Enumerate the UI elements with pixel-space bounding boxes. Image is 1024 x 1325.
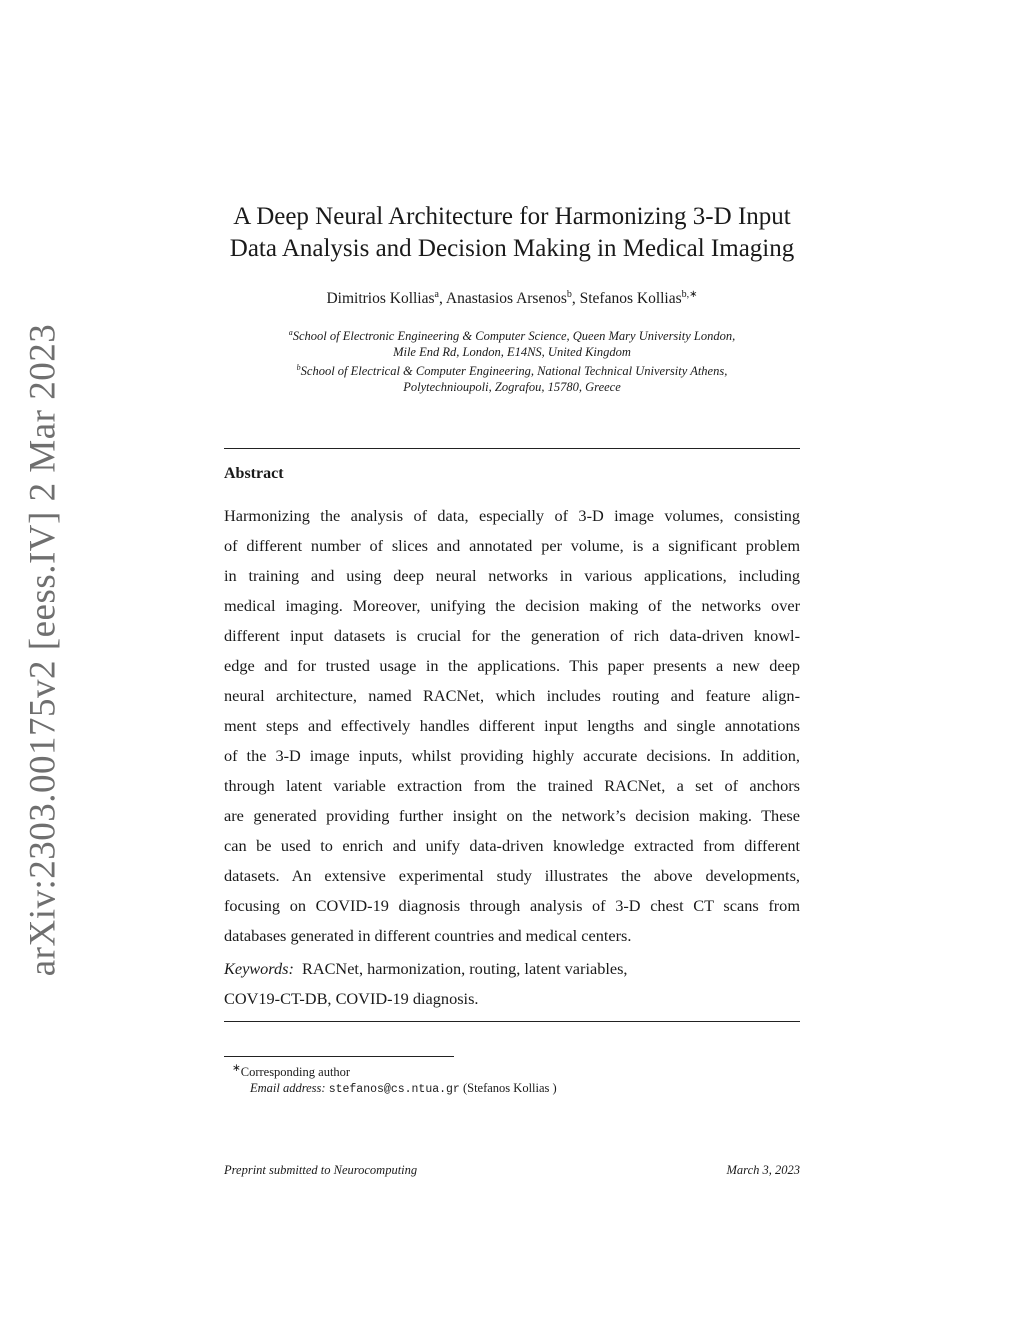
- title-line-1: A Deep Neural Architecture for Harmonizing 3-D Input: [233, 203, 791, 230]
- author-separator: ,: [438, 290, 446, 308]
- affiliations: [224, 325, 800, 395]
- affiliation-text: School of Electronic Engineering & Computer Science, Queen Mary University London,: [292, 329, 736, 344]
- abstract-body: [224, 503, 800, 953]
- affiliation-b-line-1: [224, 360, 800, 379]
- author-list: [224, 289, 800, 308]
- footer-date: March 3, 2023: [726, 1163, 800, 1177]
- paper-title: [224, 201, 800, 265]
- author-name: Stefanos Kollias: [579, 290, 682, 308]
- author-name: Dimitrios Kollias: [326, 290, 435, 308]
- abstract-line: databases generated in different countries and medical centers.: [224, 926, 632, 945]
- abstract-line: neural architecture, named RACNet, which includes routing and feature align-: [224, 686, 800, 705]
- email-address: stefanos@cs.ntua.gr: [328, 1083, 460, 1097]
- abstract-line: edge and for trusted usage in the applications. This paper presents a new deep: [224, 656, 800, 675]
- author-name: Anastasios Arsenos: [445, 290, 567, 308]
- keywords: [224, 956, 800, 1016]
- affiliation-a-line-1: [224, 325, 800, 344]
- affiliation-a-line-2: Mile End Rd, London, E14NS, United Kingdom: [393, 345, 631, 360]
- author-affiliation-mark: b,∗: [681, 289, 698, 300]
- keywords-text: RACNet, harmonization, routing, latent variables,: [301, 959, 628, 978]
- abstract-line: Harmonizing the analysis of data, especially of 3-D image volumes, consisting: [224, 506, 800, 525]
- abstract-line: of different number of slices and annotated per volume, is a significant problem: [224, 536, 800, 555]
- affiliation-b-line-2: Polytechnioupoli, Zografou, 15780, Greece: [403, 380, 621, 395]
- title-line-2: Data Analysis and Decision Making in Medical Imaging: [229, 235, 795, 262]
- footnote-corresponding-text: Corresponding author: [240, 1065, 351, 1080]
- keywords-label: Keywords:: [224, 959, 294, 978]
- abstract-line: through latent variable extraction from the trained RACNet, a set of anchors: [224, 776, 800, 795]
- abstract-line: are generated providing further insight on the network’s decision making. These: [224, 806, 800, 825]
- abstract-line: ment steps and effectively handles different input lengths and single annotations: [224, 716, 800, 735]
- abstract-line: of the 3-D image inputs, whilst providing highly accurate decisions. In addition,: [224, 746, 800, 765]
- author-affiliation-mark: a: [434, 289, 439, 300]
- abstract-line: can be used to enrich and unify data-driven knowledge extracted from different: [224, 836, 800, 855]
- footnote-mark: ∗: [232, 1063, 241, 1074]
- abstract-line: in training and using deep neural networks in various applications, including: [224, 566, 800, 585]
- abstract-line: focusing on COVID-19 diagnosis through analysis of 3-D chest CT scans from: [224, 896, 800, 915]
- author-affiliation-mark: b: [566, 289, 572, 300]
- email-label: Email address:: [250, 1081, 326, 1096]
- abstract-top-rule: [224, 448, 800, 449]
- keywords-line-2: COV19-CT-DB, COVID-19 diagnosis.: [224, 989, 479, 1008]
- footnote-corresponding: [232, 1061, 557, 1080]
- email-owner: (Stefanos Kollias ): [462, 1081, 557, 1096]
- abstract-heading: Abstract: [224, 465, 284, 482]
- abstract-line: datasets. An extensive experimental study illustrates the above developments,: [224, 866, 800, 885]
- keywords-line-1: [224, 956, 800, 986]
- footnote-email-line: [232, 1080, 557, 1098]
- affiliation-text: School of Electrical & Computer Engineering, National Technical University Athens,: [300, 364, 728, 379]
- footnote: [232, 1061, 557, 1098]
- abstract-bottom-rule: [224, 1021, 800, 1022]
- abstract-line: medical imaging. Moreover, unifying the decision making of the networks over: [224, 596, 800, 615]
- arxiv-identifier-stamp: arXiv:2303.00175v2 [eess.IV] 2 Mar 2023: [22, 323, 64, 977]
- abstract-line: different input datasets is crucial for the generation of rich data-driven knowl-: [224, 626, 800, 645]
- affiliation-mark: a: [288, 328, 293, 337]
- affiliation-mark: b: [296, 363, 301, 373]
- footer-journal: Preprint submitted to Neurocomputing: [224, 1163, 418, 1177]
- footnote-rule: [224, 1056, 454, 1057]
- author-separator: ,: [571, 290, 580, 308]
